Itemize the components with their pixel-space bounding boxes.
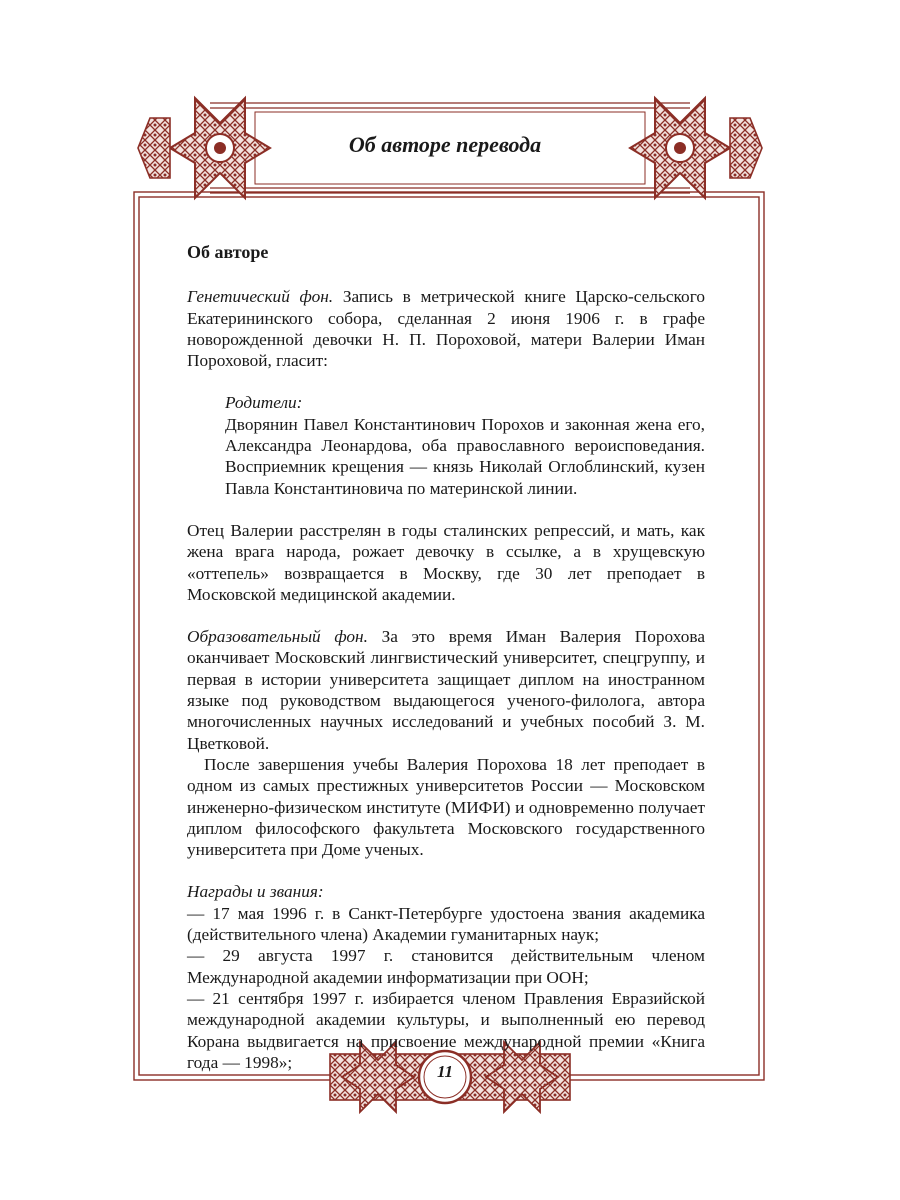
genetic-paragraph [187, 286, 705, 371]
genetic-label: Генетический фон. [187, 287, 334, 307]
education-paragraph [187, 626, 705, 754]
education-text: За это время Иман Валерия Порохова оканчивает Московский лингвистический университет, спецгруппу, и первая в истории университета защищает диплом на иностранном языке под руководством выдающегося ученого-филолога, автора многочисленных научных исследований и учебных пособий З. М. Цветковой. [187, 627, 705, 753]
award-item: — 17 мая 1996 г. в Санкт-Петербурге удостоена звания академика (действительного члена) Академии гуманитарных наук; [187, 903, 705, 945]
education-label: Образовательный фон. [187, 627, 368, 647]
parents-quote [225, 392, 705, 498]
main-text [187, 242, 705, 1073]
award-item: — 29 августа 1997 г. становится действительным членом Международной академии информатизации при ООН; [187, 946, 705, 987]
genetic-text: Запись в метрической книге Царско-сельского Екатерининского собора, сделанная 2 июня 1906 г. в графе новорожденной девочки Н. П. Пороховой, матери Валерии Иман Пороховой, гласит: [187, 287, 705, 371]
quote-label: Родители: [225, 393, 303, 413]
ornament-star-left [138, 98, 270, 198]
page-number: 11 [436, 1062, 454, 1081]
father-paragraph: Отец Валерии расстрелян в годы сталинских репрессий, и мать, как жена врага народа, рожает девочку в ссылке, а в хрущевскую «оттепель» возвращается в Москву, где 30 лет преподает в Московской медицинской академии. [187, 520, 705, 604]
section-heading: Об авторе [187, 242, 269, 262]
awards-section [187, 881, 705, 1073]
page-title: Об авторе перевода [348, 132, 542, 157]
education-paragraph-2: После завершения учебы Валерия Порохова 18 лет преподает в одном из самых престижных университетов России — Московском инженерно-физическом институте (МИФИ) и одновременно получает диплом философского факультета Московского государственного университета при Доме ученых. [187, 754, 705, 860]
award-item: — 21 сентября 1997 г. избирается членом Правления Евразийской международной академии культуры, и выполненный ею перевод Корана выдвигается на присвоение международной премии «Книга года — 1998»; [187, 988, 705, 1072]
quote-text: Дворянин Павел Константинович Порохов и законная жена его, Александра Леонардова, оба православного вероисповедания. Восприемник крещения — князь Николай Оглоблинский, кузен Павла Константиновича по материнской линии. [225, 414, 705, 498]
ornament-star-right [630, 98, 762, 198]
awards-label: Награды и звания: [187, 882, 324, 902]
